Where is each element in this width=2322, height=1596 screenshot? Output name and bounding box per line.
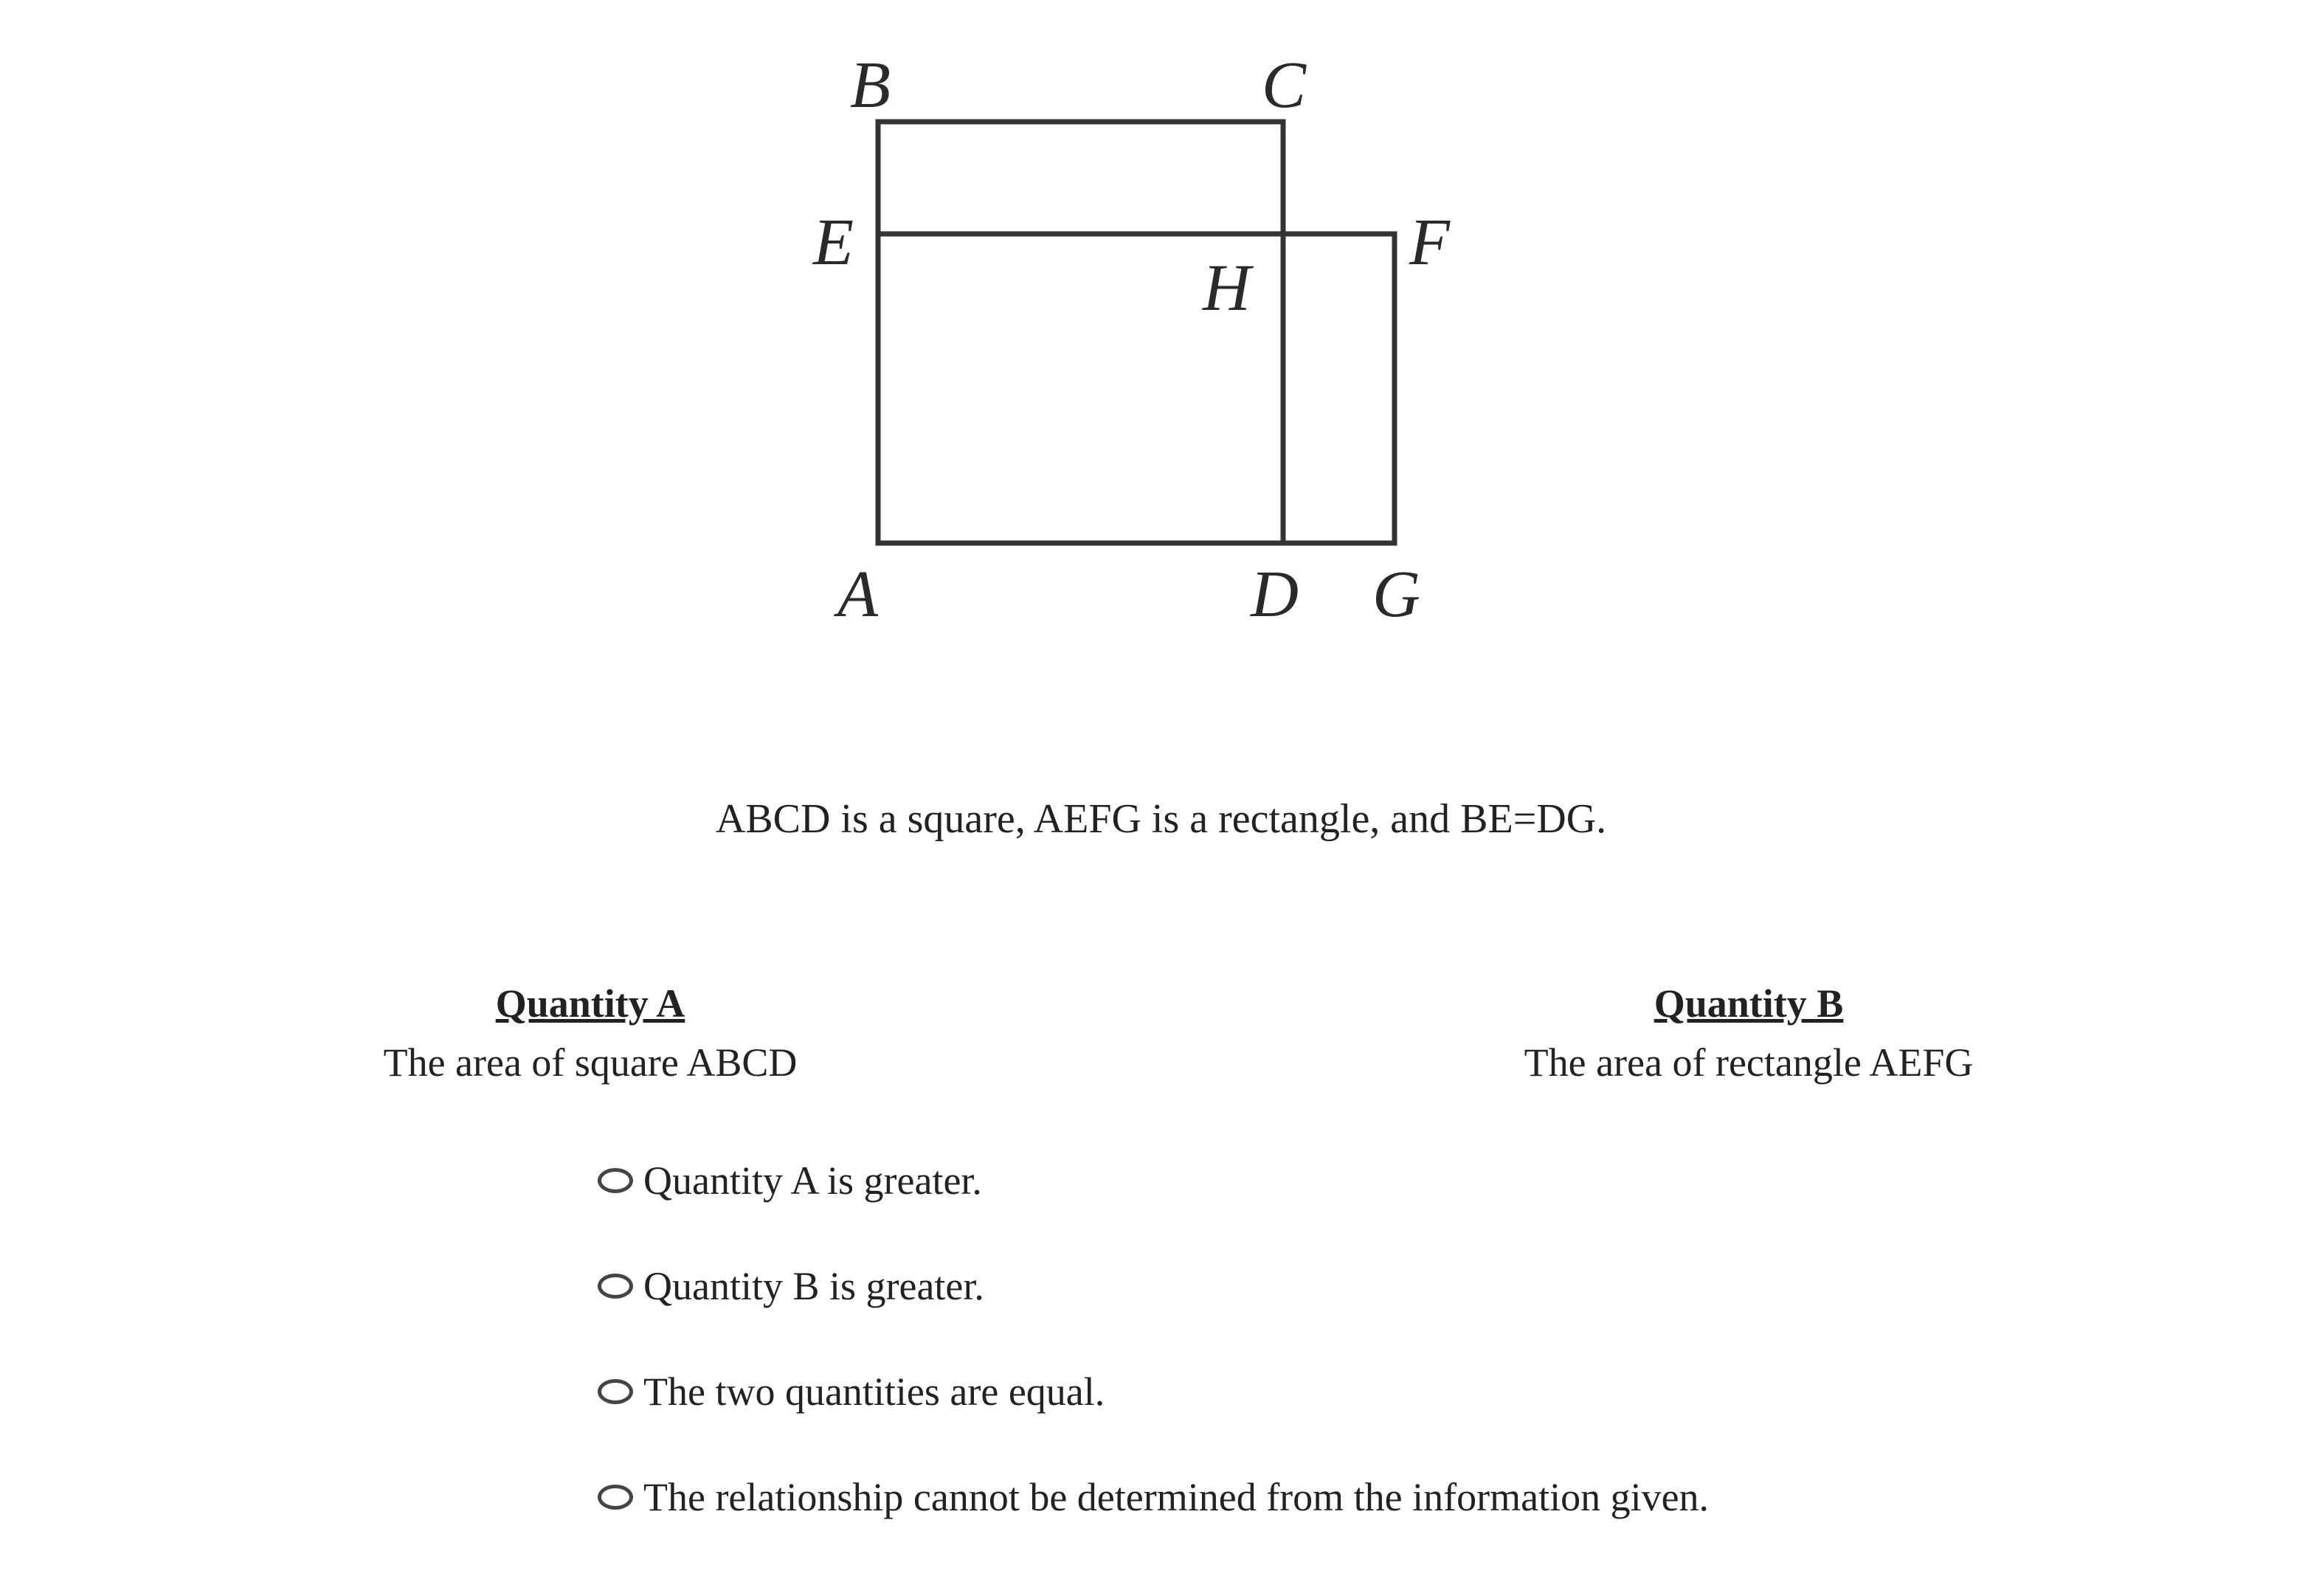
- geometry-figure: [782, 30, 1476, 649]
- label-h: H: [1203, 252, 1251, 325]
- choice-label: Quantity B is greater.: [643, 1264, 984, 1308]
- choice-label: Quantity A is greater.: [643, 1158, 982, 1203]
- label-f: F: [1409, 206, 1450, 279]
- radio-button[interactable]: [598, 1168, 633, 1193]
- quantity-a-heading: Quantity A: [495, 981, 685, 1026]
- choice-label: The two quantities are equal.: [643, 1369, 1105, 1414]
- choice-a-greater[interactable]: [598, 1151, 1709, 1210]
- label-e: E: [813, 206, 854, 279]
- label-b: B: [850, 49, 891, 122]
- choice-cannot-determine[interactable]: [598, 1468, 1709, 1527]
- quantity-a-description: The area of square ABCD: [383, 1040, 798, 1085]
- choice-b-greater[interactable]: [598, 1257, 1709, 1316]
- label-c: C: [1262, 49, 1307, 122]
- label-a: A: [837, 558, 878, 631]
- choice-equal[interactable]: [598, 1362, 1709, 1421]
- quantity-b-heading: Quantity B: [1654, 981, 1844, 1026]
- quantity-b-description: The area of rectangle AEFG: [1524, 1040, 1974, 1085]
- square-rectangle-diagram: [782, 30, 1476, 649]
- quantity-a-column: [148, 974, 1033, 1092]
- choice-label: The relationship cannot be determined from the information given.: [643, 1475, 1710, 1519]
- radio-button[interactable]: [598, 1379, 633, 1404]
- rectangle-aefg: [878, 234, 1395, 543]
- label-g: G: [1372, 558, 1420, 631]
- answer-choices: [598, 1151, 1709, 1573]
- quantity-b-column: [1306, 974, 2191, 1092]
- question-stem: ABCD is a square, AEFG is a rectangle, and BE=DG.: [715, 796, 1607, 842]
- square-abcd: [878, 122, 1283, 543]
- radio-button[interactable]: [598, 1274, 633, 1299]
- radio-button[interactable]: [598, 1485, 633, 1510]
- label-d: D: [1251, 558, 1299, 631]
